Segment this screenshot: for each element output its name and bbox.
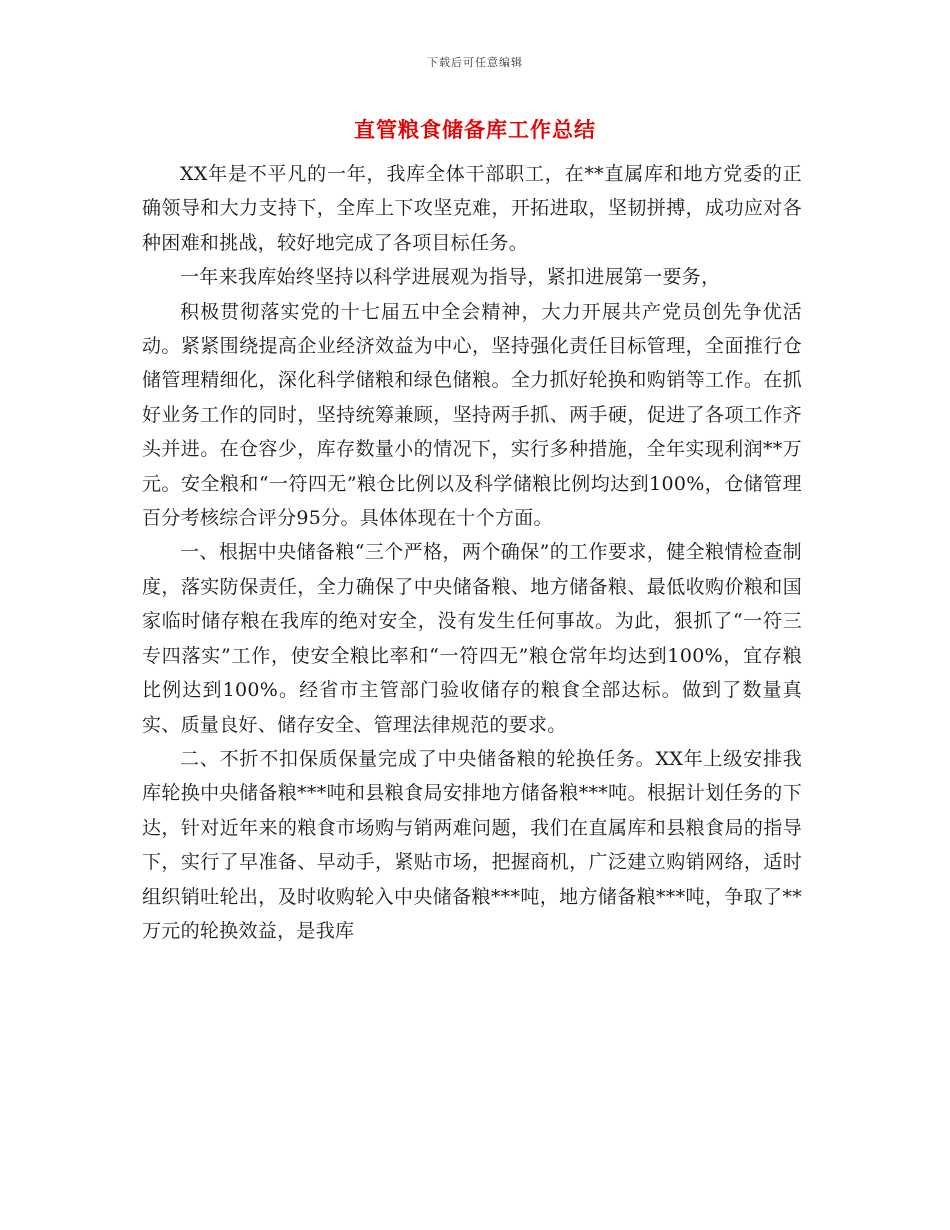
paragraph-5: 二、不折不扣保质保量完成了中央储备粮的轮换任务。XX年上级安排我库轮换中央储备粮***吨和县粮食局安排地方储备粮***吨。根据计划任务的下达，针对近年来的粮食市场购与销两难问题，我们在直属库和县粮食局的指导下，实行了早准备、早动手，紧贴市场，把握商机，广泛建立购销网络，适时组织销吐轮出，及时收购轮入中央储备粮***吨，地方储备粮***吨，争取了**万元的轮换效益，是我库 — [142, 747, 802, 942]
paragraph-1: XX年是不平凡的一年，我库全体干部职工，在**直属库和地方党委的正确领导和大力支持下，全库上下攻坚克难，开拓进取，坚韧拼搏，成功应对各种困难和挑战，较好地完成了各项目标任务。 — [142, 163, 802, 254]
document-title: 直管粮食储备库工作总结 — [354, 117, 596, 142]
document-body — [142, 157, 802, 948]
paragraph-2: 一年来我库始终坚持以科学进展观为指导，紧扣进展第一要务， — [180, 266, 721, 289]
header-note: 下载后可任意编辑 — [427, 56, 523, 69]
paragraph-3: 积极贯彻落实党的十七届五中全会精神，大力开展共产党员创先争优活动。紧紧围绕提高企业经济效益为中心，坚持强化责任目标管理，全面推行仓储管理精细化，深化科学储粮和绿色储粮。全力抓好轮换和购销等工作。在抓好业务工作的同时，坚持统筹兼顾，坚持两手抓、两手硬，促进了各项工作齐头并进。在仓容少，库存数量小的情况下，实行多种措施，全年实现利润**万元。安全粮和“一符四无”粮仓比例以及科学储粮比例均达到100%，仓储管理百分考核综合评分95分。具体体现在十个方面。 — [142, 300, 802, 530]
paragraph-4: 一、根据中央储备粮“三个严格，两个确保”的工作要求，健全粮情检查制度，落实防保责任，全力确保了中央储备粮、地方储备粮、最低收购价粮和国家临时储存粮在我库的绝对安全，没有发生任何事故。为此，狠抓了“一符三专四落实”工作，使安全粮比率和“一符四无”粮仓常年均达到100%，宜存粮比例达到100%。经省市主管部门验收储存的粮食全部达标。做到了数量真实、质量良好、储存安全、管理法律规范的要求。 — [142, 541, 802, 736]
